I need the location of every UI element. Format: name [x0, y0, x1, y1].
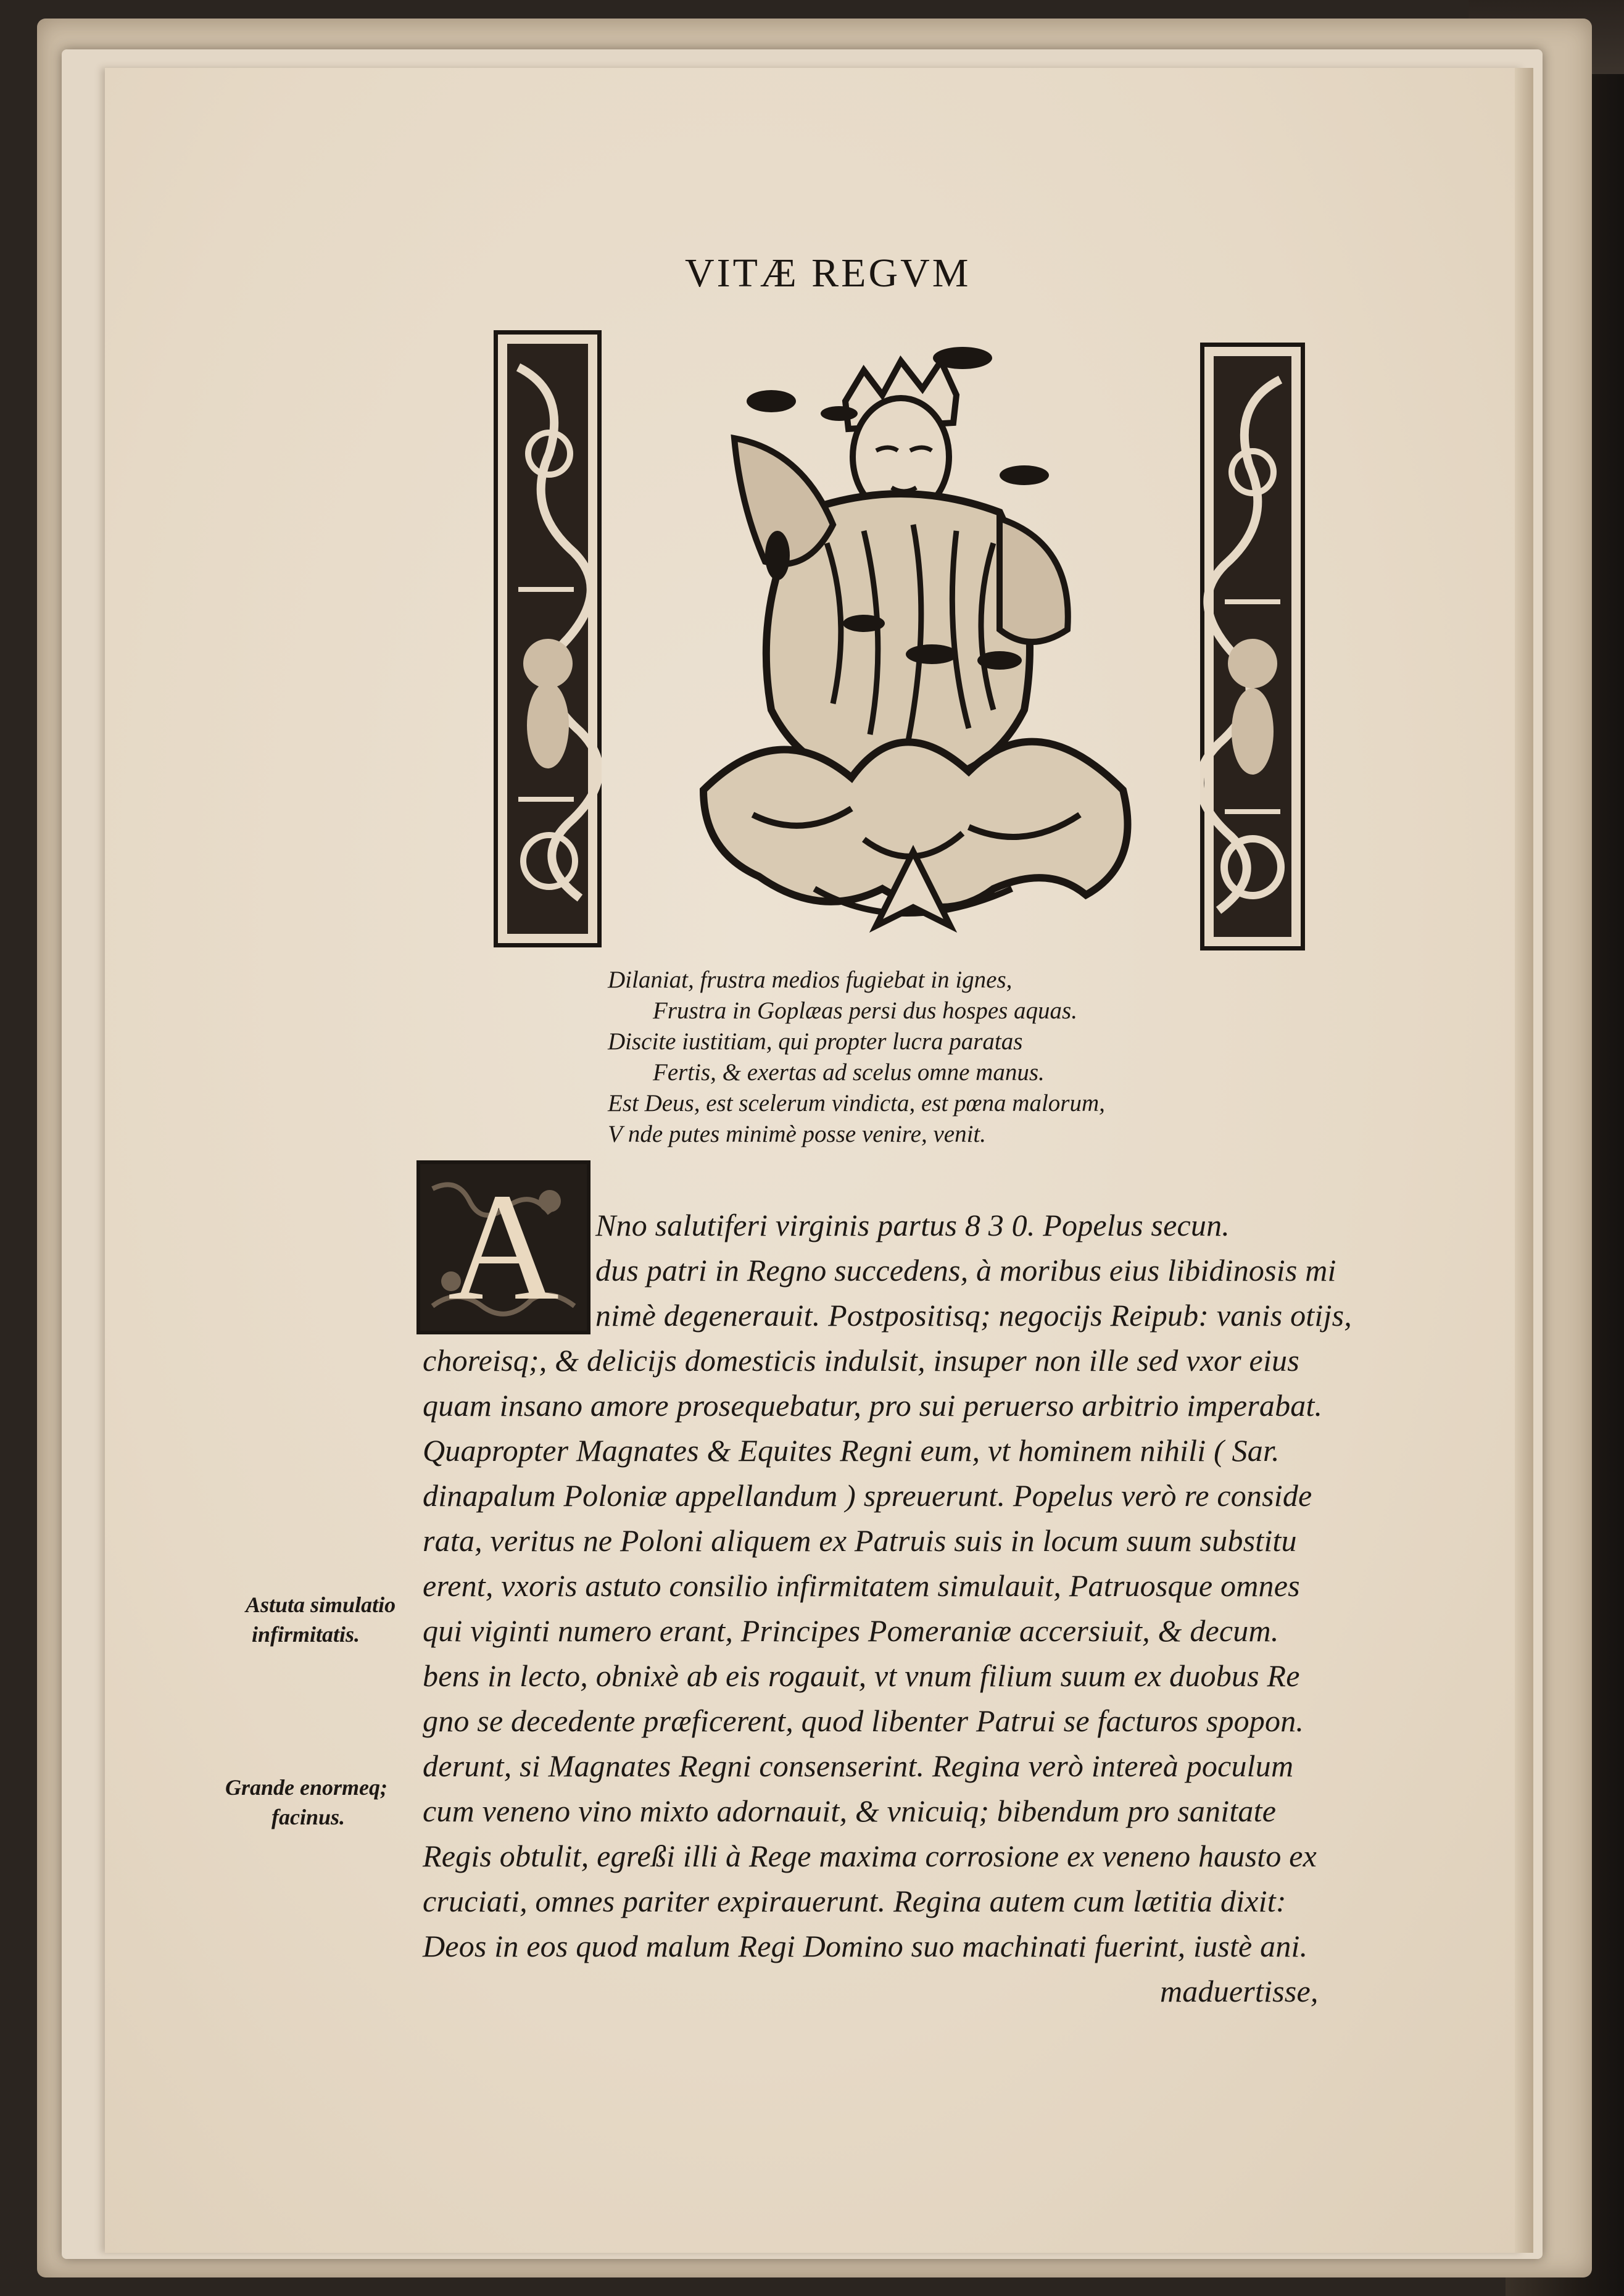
body-line: qui viginti numero erant, Principes Pomeraniæ accersiuit, & decum.	[423, 1613, 1279, 1648]
body-line: Regis obtulit, egreßi illi à Rege maxima corrosione ex veneno hausto ex	[423, 1839, 1317, 1873]
caption-line: Frustra in Goplæas persi dus hospes aquas.	[653, 997, 1077, 1024]
body-line: rata, veritus ne Poloni aliquem ex Patruis suis in locum suum substitu	[423, 1523, 1297, 1558]
king-devoured-by-mice-woodcut	[679, 333, 1148, 944]
body-line: erent, vxoris astuto consilio infirmitatem simulauit, Patruosque omnes	[423, 1568, 1300, 1603]
caption-line: Fertis, & exertas ad scelus omne manus.	[653, 1059, 1045, 1086]
body-line: Nno salutiferi virginis partus 8 3 0. Popelus secun.	[595, 1208, 1230, 1242]
body-line: cruciati, omnes pariter expirauerunt. Regina autem cum lætitia dixit:	[423, 1884, 1286, 1918]
body-line: bens in lecto, obnixè ab eis rogauit, vt vnum filium suum ex duobus Re	[423, 1658, 1300, 1693]
body-line: Quapropter Magnates & Equites Regni eum, vt hominem nihili ( Sar.	[423, 1433, 1280, 1468]
margin-note-line: infirmitatis.	[252, 1622, 360, 1647]
caption-line: Discite iustitiam, qui propter lucra paratas	[608, 1028, 1023, 1055]
body-line: gno se decedente præficerent, quod libenter Patrui se facturos spopon.	[423, 1703, 1304, 1738]
body-line: maduertisse,	[1160, 1974, 1319, 2008]
body-line: cum veneno vino mixto adornauit, & vnicuiq; bibendum pro sanitate	[423, 1794, 1277, 1828]
body-line: choreisq;, & delicijs domesticis indulsit, insuper non ille sed vxor eius	[423, 1343, 1299, 1378]
margin-note-line: Grande enormeq;	[225, 1775, 387, 1800]
left-ornament-column	[494, 330, 602, 947]
caption-line: V nde putes minimè posse venire, venit.	[608, 1121, 987, 1147]
margin-note-line: facinus.	[271, 1805, 346, 1829]
body-line: dinapalum Poloniæ appellandum ) spreuerunt. Popelus verò re conside	[423, 1478, 1312, 1513]
right-ornament-column	[1200, 343, 1305, 950]
caption-line: Est Deus, est scelerum vindicta, est pœna malorum,	[608, 1090, 1105, 1117]
body-line: nimè degenerauit. Postpositisq; negocijs Reipub: vanis otijs,	[595, 1298, 1352, 1333]
page-gutter	[1515, 68, 1533, 2253]
body-line: derunt, si Magnates Regni consenserint. Regina verò intereà poculum	[423, 1749, 1294, 1783]
body-line: dus patri in Regno succedens, à moribus eius libidinosis mi	[595, 1253, 1336, 1287]
running-head: VITÆ REGVM	[685, 251, 971, 296]
body-line: Deos in eos quod malum Regi Domino suo machinati fuerint, iustè ani.	[423, 1929, 1308, 1963]
body-line: quam insano amore prosequebatur, pro sui peruerso arbitrio imperabat.	[423, 1388, 1323, 1423]
margin-note-line: Astuta simulatio	[246, 1592, 396, 1617]
caption-line: Dilaniat, frustra medios fugiebat in ignes,	[608, 967, 1013, 993]
initial-letter: A	[447, 1162, 560, 1333]
decorated-initial	[416, 1160, 590, 1334]
